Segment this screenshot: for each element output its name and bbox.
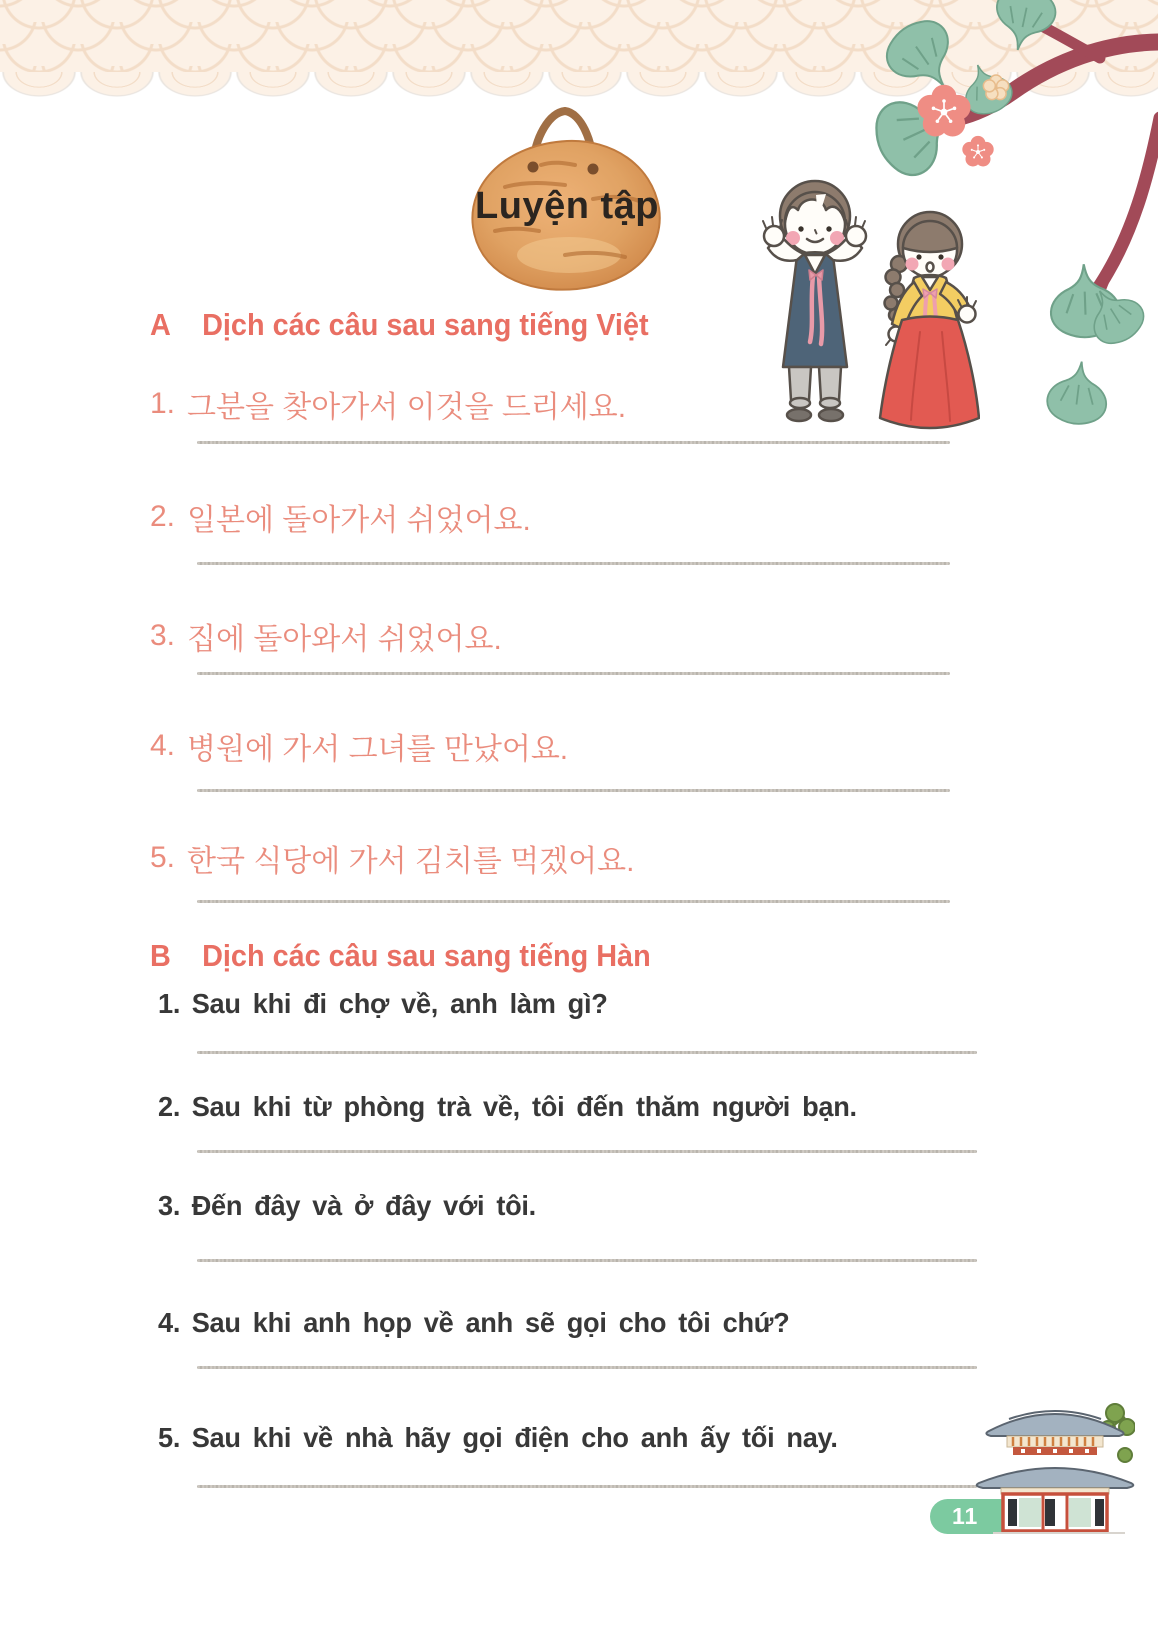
section-b-item-5 [158,1419,838,1457]
item-text: 집에 돌아와서 쉬었어요. [187,623,502,656]
page-number: 11 [952,1503,979,1529]
section-a-item-2 [150,498,531,536]
section-b-item-1 [158,985,608,1023]
item-number: 5. [150,841,176,874]
hanbok-characters-illustration [730,172,980,444]
section-a-heading [150,305,649,345]
item-number: 3. [150,619,176,652]
item-number: 2. [150,500,176,533]
item-number: 3. [158,1190,181,1221]
section-a-label: A [150,307,171,342]
answer-line [197,1051,977,1054]
item-text: Đến đây và ở đây với tôi. [191,1190,536,1221]
section-b-item-4 [158,1304,789,1342]
item-number: 2. [158,1091,181,1122]
answer-line [197,900,950,903]
item-text: Sau khi từ phòng trà về, tôi đến thăm người bạn. [191,1091,857,1122]
item-number: 1. [150,387,176,420]
section-b-label: B [150,938,171,973]
sign-title: Luyện tập [475,185,659,227]
item-text: 병원에 가서 그녀를 만났어요. [187,733,569,766]
item-number: 4. [158,1307,181,1338]
answer-line [197,562,950,565]
item-number: 4. [150,729,176,762]
section-a-item-4 [150,727,568,765]
item-text: Sau khi về nhà hãy gọi điện cho anh ấy tối nay. [191,1422,838,1453]
item-text: Sau khi anh họp về anh sẽ gọi cho tôi chứ? [191,1307,790,1338]
section-b-item-3 [158,1187,536,1225]
section-a-title: Dịch các câu sau sang tiếng Việt [202,307,649,342]
answer-line [197,1150,977,1153]
item-text: 한국 식당에 가서 김치를 먹겠어요. [187,845,635,878]
answer-line [197,1366,977,1369]
section-b-heading [150,936,651,976]
answer-line [197,1259,977,1262]
section-a-item-1 [150,385,626,423]
item-text: 일본에 돌아가서 쉬었어요. [187,504,531,537]
item-number: 5. [158,1422,181,1453]
section-b-title: Dịch các câu sau sang tiếng Hàn [202,938,651,973]
item-number: 1. [158,988,181,1019]
item-text: Sau khi đi chợ về, anh làm gì? [191,988,608,1019]
wooden-sign [447,103,687,303]
section-a-item-3 [150,617,502,655]
answer-line [197,1485,977,1488]
section-b-item-2 [158,1088,857,1126]
palace-illustration [975,1393,1135,1541]
answer-line [197,789,950,792]
answer-line [197,441,950,444]
item-text: 그분을 찾아가서 이것을 드리세요. [187,391,627,424]
answer-line [197,672,950,675]
section-a-item-5 [150,839,634,877]
